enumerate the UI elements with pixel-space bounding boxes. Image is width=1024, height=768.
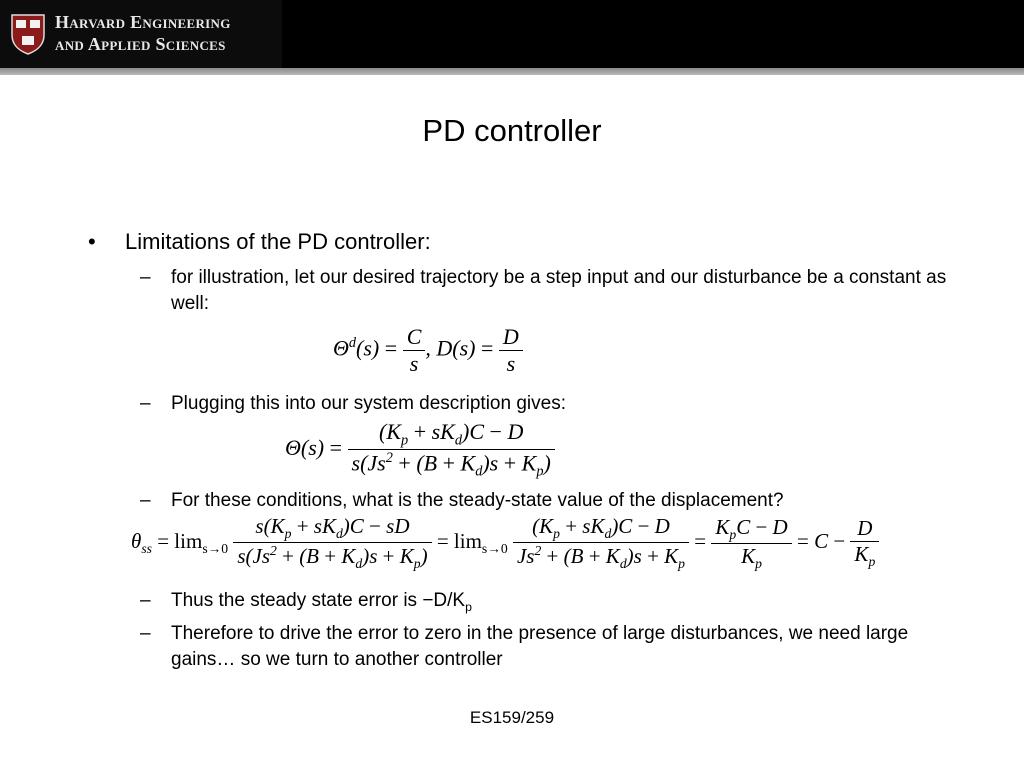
sub-bullet-5: Therefore to drive the error to zero in the presence of large disturbances, we need large gains… so we turn to another controller — [171, 623, 909, 670]
sub-bullet-4-subscript: p — [465, 599, 472, 614]
sub-bullet-2: Plugging this into our system description gives: — [171, 393, 566, 414]
sub-bullet-4-text: Thus the steady state error is −D/K — [171, 590, 466, 611]
equation-input-definitions: $\Theta^d(s)$ = $\frac{C}{s}$ , D(s) = $\frac{D}{s}$ — [333, 324, 523, 377]
logo-block — [0, 0, 282, 68]
brand-name — [55, 11, 231, 55]
sub-bullet-4 — [171, 588, 961, 620]
dash-marker-3: – — [140, 490, 151, 511]
sub-bullet-3: For these conditions, what is the steady-state value of the displacement? — [171, 490, 784, 511]
footer-course-code: ES159/259 — [469, 708, 555, 727]
dash-marker-1: – — [140, 267, 151, 288]
slide-title: PD controller — [422, 113, 602, 148]
bullet-level1-text: Limitations of the PD controller: — [125, 229, 431, 254]
brand-line-1: Harvard Engineering — [55, 12, 231, 32]
harvard-shield-icon — [10, 13, 46, 55]
dash-marker-4: – — [140, 590, 151, 611]
equation-steady-state: $\theta_{ss} = \lim_{s\to 0}$ $\frac{s(K_p + sK_d)C - sD}{s(Js^2 + (B + K_d)s + K_p)}$ = $\lim_{s\to 0}$ $\frac{(K_p + sK_d)C - D}{Js^2 + (B + K_d)s + K_p}$ = $\frac{K_pC - D}{K_p}$ = C − $\frac{D}{K_p}$ — [131, 514, 879, 572]
header-rule — [0, 68, 1024, 75]
sub-bullet-1: for illustration, let our desired trajectory be a step input and our disturbance be a constant as well: — [171, 267, 947, 314]
dash-marker-5: – — [140, 623, 151, 644]
bullet-marker: • — [88, 229, 96, 254]
brand-line-2: and Applied Sciences — [55, 34, 226, 54]
equation-system-response: Θ(s) = $\frac{(K_p + sK_d)C - D}{s(Js^2 + (B + K_d)s + K_p)}$ — [285, 419, 555, 481]
dash-marker-2: – — [140, 393, 151, 414]
